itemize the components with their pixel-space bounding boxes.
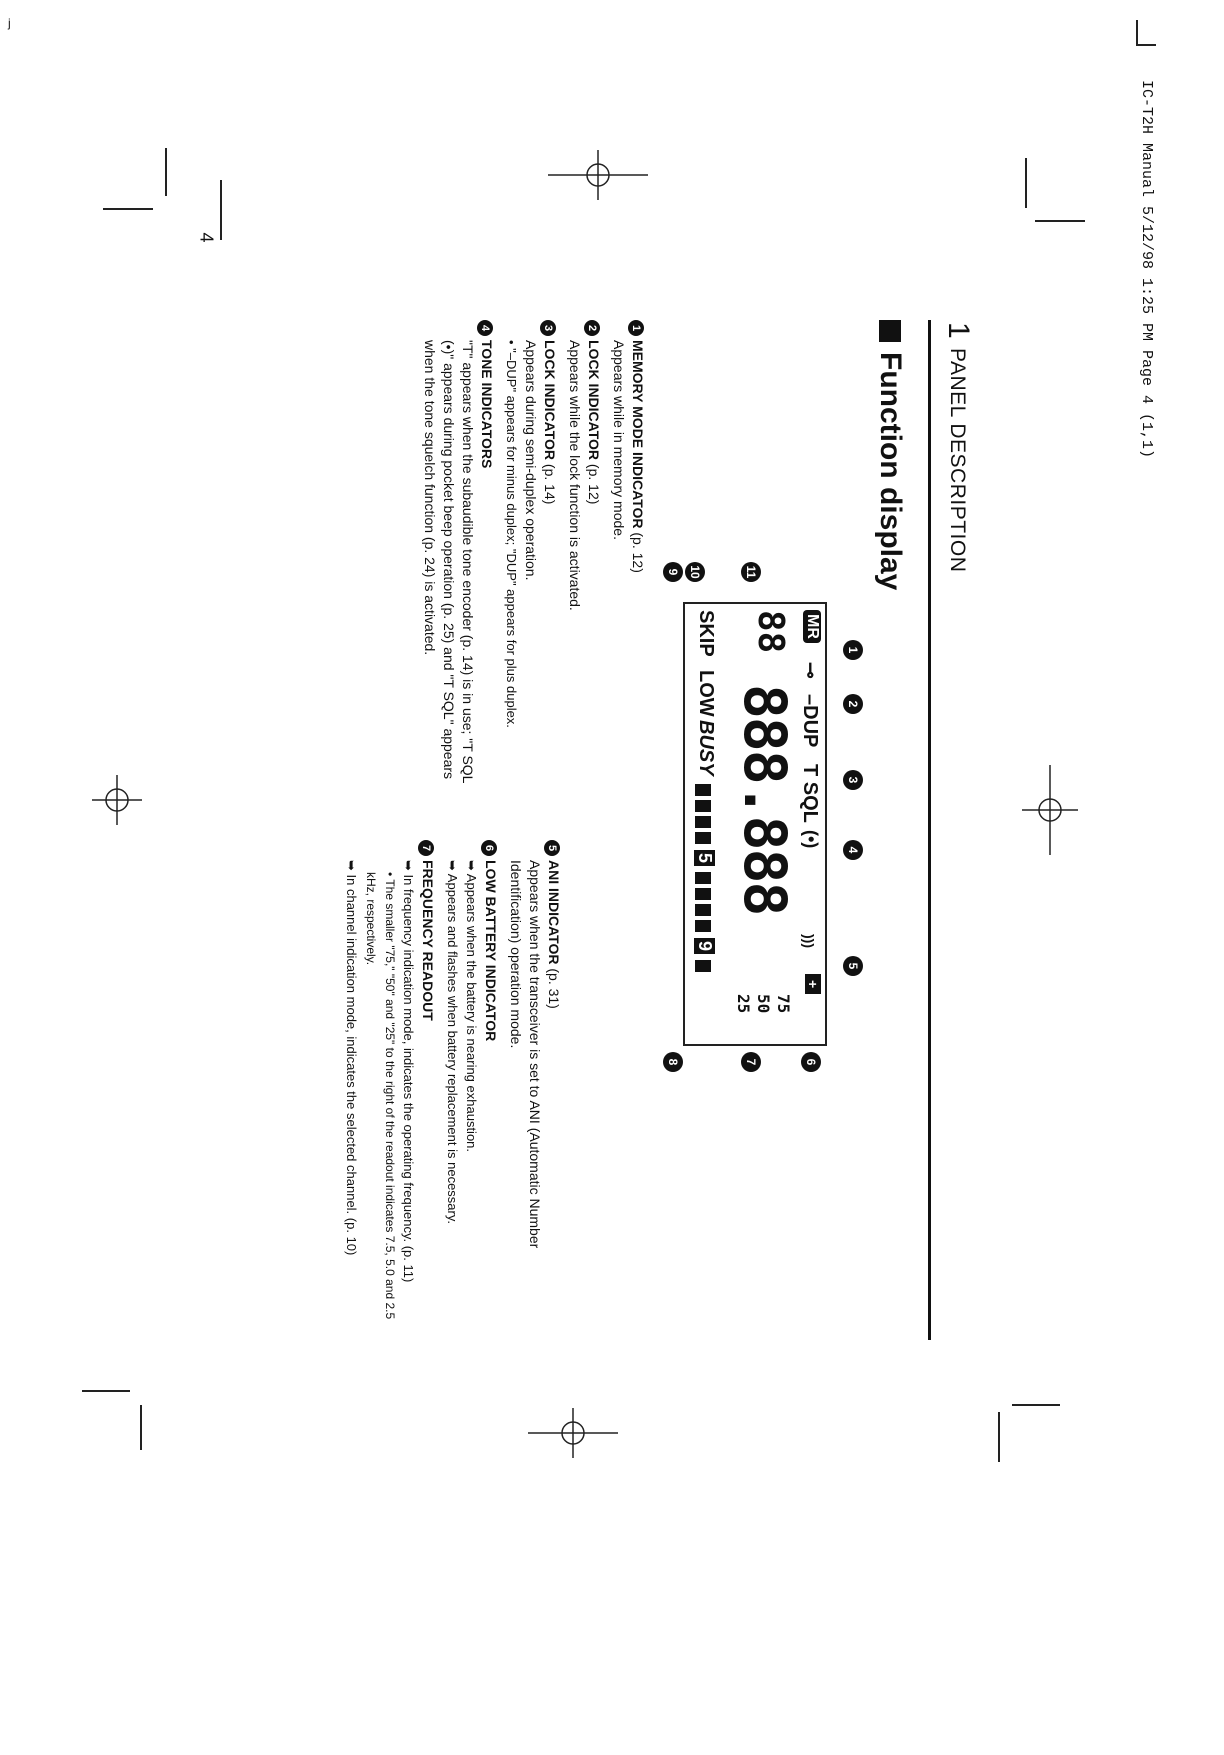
registration-mark — [1022, 765, 1078, 855]
dup-indicator: –DUP — [799, 694, 821, 748]
item-number: 6 — [481, 840, 497, 856]
item-ref: (p. 31) — [546, 964, 562, 1009]
item-body: Appears while in memory mode. — [611, 340, 627, 540]
s-meter-bar — [695, 784, 711, 796]
printer-stamp-text: IC-T2H Manual 5/12/98 1:25 PM Page 4 (1,1) — [1138, 80, 1155, 459]
item-heading: TONE INDICATORS — [479, 340, 495, 469]
item-body: Appears while the lock function is activated. — [567, 340, 583, 611]
list-item — [502, 320, 559, 790]
item-number: 3 — [540, 320, 556, 336]
item-ref: (p. 14) — [542, 460, 558, 505]
item-heading: LOCK INDICATOR — [586, 340, 602, 461]
registration-mark — [548, 150, 648, 200]
crop-mark — [1012, 1404, 1060, 1406]
tsql-indicator: T SQL — [799, 764, 821, 823]
item-heading: LOCK INDICATOR — [542, 340, 558, 461]
item-ref: (p. 12) — [586, 460, 602, 505]
title-square-icon — [879, 320, 901, 342]
crop-mark — [165, 148, 167, 196]
channel-digits: 88 — [750, 610, 791, 654]
page-title — [873, 320, 907, 590]
item-bullet: ➥ Appears when the battery is nearing exhaustion. — [464, 860, 479, 1153]
mr-indicator: MR — [803, 610, 821, 643]
crop-mark — [1136, 20, 1138, 46]
crop-mark — [1025, 158, 1027, 208]
item-sub-bullet: • "–DUP" appears for minus duplex; "DUP" appears for plus duplex. — [504, 340, 519, 728]
callout-11: 11 — [741, 562, 761, 582]
busy-indicator: BUSY — [695, 720, 717, 776]
list-item — [506, 840, 563, 1330]
registration-mark — [92, 775, 142, 825]
crop-mark — [103, 208, 153, 210]
item-bullet: ➥ In frequency indication mode, indicates the operating frequency. (p. 11) — [401, 860, 416, 1283]
right-column — [336, 840, 563, 1330]
page-content — [215, 320, 975, 1340]
item-number: 7 — [418, 840, 434, 856]
item-number: 5 — [544, 840, 560, 856]
crop-mark — [220, 180, 222, 240]
callout-9: 9 — [663, 562, 683, 582]
callout-2: 2 — [843, 694, 863, 714]
s-meter-bar — [695, 872, 711, 884]
lcd-diagram — [683, 602, 827, 1046]
item-number: 2 — [584, 320, 600, 336]
list-item — [609, 320, 647, 790]
sub-digits-75: 75 — [774, 994, 793, 1014]
callout-7: 7 — [741, 1052, 761, 1072]
page-title-text: Function display — [874, 352, 907, 591]
item-number: 1 — [628, 320, 644, 336]
frequency-digits: 888.888 — [731, 684, 799, 915]
key-lock-icon: ⊸ — [799, 662, 821, 679]
list-item — [565, 320, 603, 790]
crop-mark — [82, 1390, 130, 1392]
crop-mark — [998, 1412, 1000, 1462]
s-meter-bar — [695, 888, 711, 900]
item-number: 4 — [477, 320, 493, 336]
crop-mark — [1035, 220, 1085, 222]
low-indicator: LOW — [695, 670, 717, 717]
list-item — [342, 840, 437, 1330]
item-bullet: ➥ Appears and flashes when battery replacement is necessary. — [445, 860, 460, 1225]
item-body: Appears when the transceiver is set to ANI (Automatic Number Identification) operation mode. — [508, 860, 543, 1249]
s-meter-9-label: 9 — [694, 938, 715, 954]
item-heading: LOW BATTERY INDICATOR — [483, 860, 499, 1042]
page-number — [196, 232, 216, 252]
callout-4: 4 — [843, 840, 863, 860]
s-meter-bar — [695, 800, 711, 812]
corner-mark: j — [8, 16, 11, 30]
s-meter-bar — [695, 920, 711, 932]
sub-digits-50: 50 — [754, 994, 773, 1014]
ani-icon: ))) — [801, 934, 817, 948]
crop-mark — [1136, 44, 1156, 46]
s-meter-5-label: 5 — [694, 850, 715, 866]
section-number: 1 — [942, 322, 975, 339]
callout-1: 1 — [843, 640, 863, 660]
item-bullet: ➥ In channel indication mode, indicates the selected channel. (p. 10) — [344, 860, 359, 1256]
skip-indicator: SKIP — [695, 610, 717, 657]
callout-3: 3 — [843, 770, 863, 790]
section-header — [928, 320, 975, 1340]
s-meter-bar — [695, 816, 711, 828]
list-item — [443, 840, 500, 1330]
registration-mark — [528, 1408, 618, 1458]
callout-6: 6 — [801, 1052, 821, 1072]
item-body: Appears during semi-duplex operation. — [523, 340, 539, 581]
item-body: "T" appears when the subaudible tone encoder (p. 14) is in use; "T SQL (•)" appears during pocket beep operation (p. 25) and "T SQL" appears when the tone squelch function (p. 24) is activated. — [422, 340, 476, 783]
tsql-pocket-beep-icon: (•) — [801, 830, 821, 849]
item-heading: FREQUENCY READOUT — [420, 860, 436, 1021]
registration-mark — [528, 1705, 618, 1755]
callout-8: 8 — [663, 1052, 683, 1072]
item-ref: (p. 12) — [630, 528, 646, 573]
crop-mark — [140, 1405, 142, 1450]
list-item — [420, 320, 496, 790]
item-sub-bullet: • The smaller "75," "50" and "25" to the right of the readout indicates 7.5, 5.0 and 2.5 kHz, respectively. — [364, 872, 397, 1320]
s-meter-bar — [695, 904, 711, 916]
battery-icon: + — [805, 974, 821, 994]
callout-5: 5 — [843, 956, 863, 976]
s-meter-bar — [695, 960, 711, 972]
page-number-text: 4 — [196, 232, 217, 243]
callout-10: 10 — [685, 562, 705, 582]
section-title: PANEL DESCRIPTION — [946, 348, 969, 573]
item-heading: ANI INDICATOR — [546, 860, 562, 965]
sub-digits-25: 25 — [734, 994, 753, 1014]
s-meter-bar — [695, 832, 711, 844]
left-column — [414, 320, 647, 790]
printer-stamp — [1131, 80, 1161, 560]
item-heading: MEMORY MODE INDICATOR — [630, 340, 646, 529]
